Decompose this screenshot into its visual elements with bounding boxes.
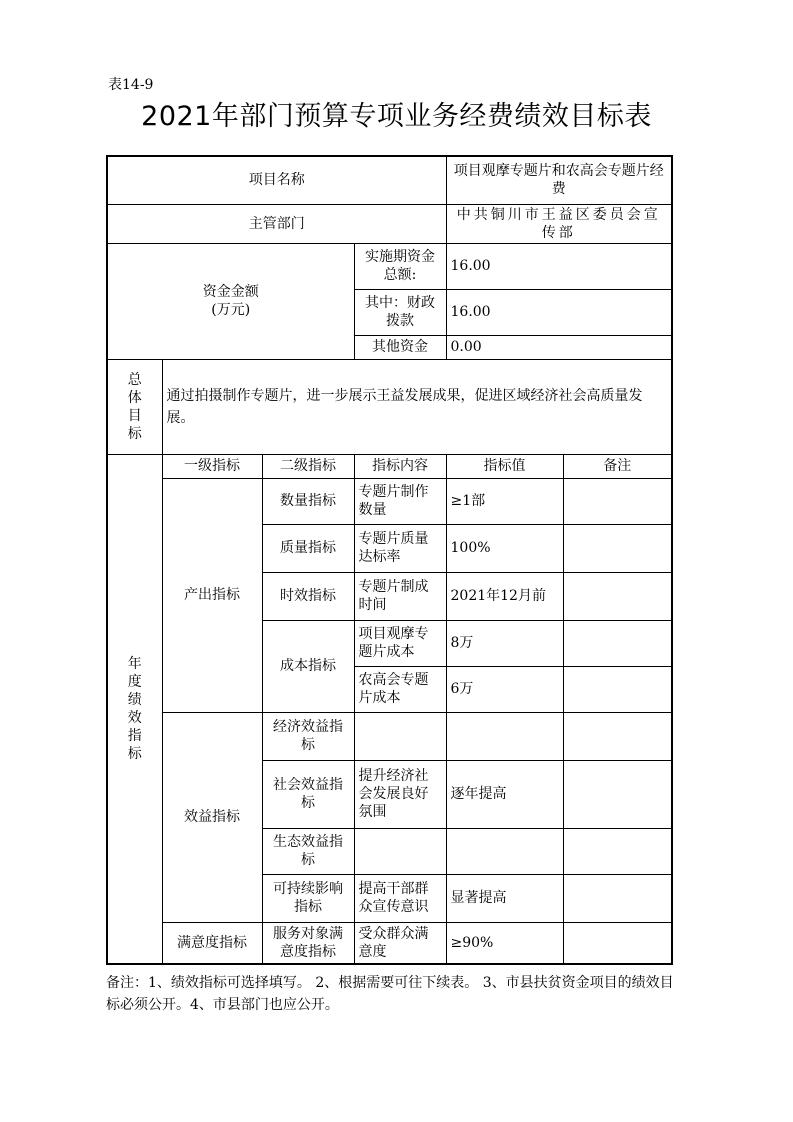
social-indicator-remark (563, 760, 672, 828)
service-satisfaction-remark (563, 922, 672, 964)
cost-item-content: 项目观摩专题片成本 (354, 620, 446, 666)
ecological-indicator-label: 生态效益指标 (262, 828, 354, 874)
cost-indicator-label: 成本指标 (262, 620, 354, 712)
cost-item-remark (563, 620, 672, 666)
annual-indicators-label (107, 454, 162, 964)
header-remark: 备注 (563, 454, 672, 478)
annual-indicators-label-text: 年度绩效指标 (127, 655, 142, 762)
funds-fiscal-value: 16.00 (446, 289, 672, 335)
header-level2: 二级指标 (262, 454, 354, 478)
sustainable-indicator-content: 提高干部群众宣传意识 (354, 874, 446, 922)
quality-indicator-content: 专题片质量达标率 (354, 524, 446, 572)
department-value: 中共铜川市王益区委员会宣传部 (446, 204, 672, 243)
funds-unit: (万元) (211, 302, 251, 318)
service-satisfaction-label: 服务对象满意度指标 (262, 922, 354, 964)
funds-other-value: 0.00 (446, 335, 672, 359)
quantity-indicator-remark (563, 478, 672, 524)
economic-indicator-content (354, 712, 446, 760)
quality-indicator-remark (563, 524, 672, 572)
funds-total-label: 实施期资金总额: (354, 243, 446, 289)
quality-indicator-label: 质量指标 (262, 524, 354, 572)
timeliness-indicator-remark (563, 572, 672, 620)
header-value: 指标值 (446, 454, 563, 478)
satisfaction-indicator-label: 满意度指标 (162, 922, 262, 964)
funds-label: 资金金额 (202, 284, 259, 300)
ecological-indicator-remark (563, 828, 672, 874)
funds-label-cell (107, 243, 354, 359)
sustainable-indicator-value: 显著提高 (446, 874, 563, 922)
form-code: 表14-9 (108, 77, 154, 93)
footnote: 备注：1、绩效指标可选择填写。 2、根据需要可往下续表。 3、市县扶贫资金项目的绩效目标必须公开。4、市县部门也应公开。 (106, 975, 674, 1013)
funds-total-value: 16.00 (446, 243, 672, 289)
ecological-indicator-content (354, 828, 446, 874)
overall-goal-label-text: 总体目标 (127, 371, 142, 442)
benefit-indicator-label: 效益指标 (162, 712, 262, 922)
header-level1: 一级指标 (162, 454, 262, 478)
cost-item-value: 6万 (446, 666, 563, 712)
department-label: 主管部门 (107, 204, 446, 243)
project-name-label: 项目名称 (107, 156, 446, 204)
quantity-indicator-content: 专题片制作数量 (354, 478, 446, 524)
output-indicator-label: 产出指标 (162, 478, 262, 712)
timeliness-indicator-value: 2021年12月前 (446, 572, 563, 620)
overall-goal-label (107, 359, 162, 454)
funds-other-label: 其他资金 (354, 335, 446, 359)
timeliness-indicator-label: 时效指标 (262, 572, 354, 620)
cost-item-content: 农高会专题片成本 (354, 666, 446, 712)
economic-indicator-value (446, 712, 563, 760)
service-satisfaction-value: ≥90% (446, 922, 563, 964)
project-name-value: 项目观摩专题片和农高会专题片经费 (446, 156, 672, 204)
cost-item-value: 8万 (446, 620, 563, 666)
header-content: 指标内容 (354, 454, 446, 478)
overall-goal-text: 通过拍摄制作专题片，进一步展示王益发展成果，促进区域经济社会高质量发展。 (162, 359, 672, 454)
quantity-indicator-value: ≥1部 (446, 478, 563, 524)
sustainable-indicator-label: 可持续影响指标 (262, 874, 354, 922)
page-title: 2021年部门预算专项业务经费绩效目标表 (141, 101, 652, 132)
social-indicator-label: 社会效益指标 (262, 760, 354, 828)
service-satisfaction-content: 受众群众满意度 (354, 922, 446, 964)
cost-item-remark (563, 666, 672, 712)
economic-indicator-label: 经济效益指标 (262, 712, 354, 760)
timeliness-indicator-content: 专题片制成时间 (354, 572, 446, 620)
funds-fiscal-label: 其中：财政拨款 (354, 289, 446, 335)
economic-indicator-remark (563, 712, 672, 760)
sustainable-indicator-remark (563, 874, 672, 922)
performance-table (106, 155, 673, 965)
quality-indicator-value: 100% (446, 524, 563, 572)
social-indicator-content: 提升经济社会发展良好氛围 (354, 760, 446, 828)
ecological-indicator-value (446, 828, 563, 874)
social-indicator-value: 逐年提高 (446, 760, 563, 828)
quantity-indicator-label: 数量指标 (262, 478, 354, 524)
